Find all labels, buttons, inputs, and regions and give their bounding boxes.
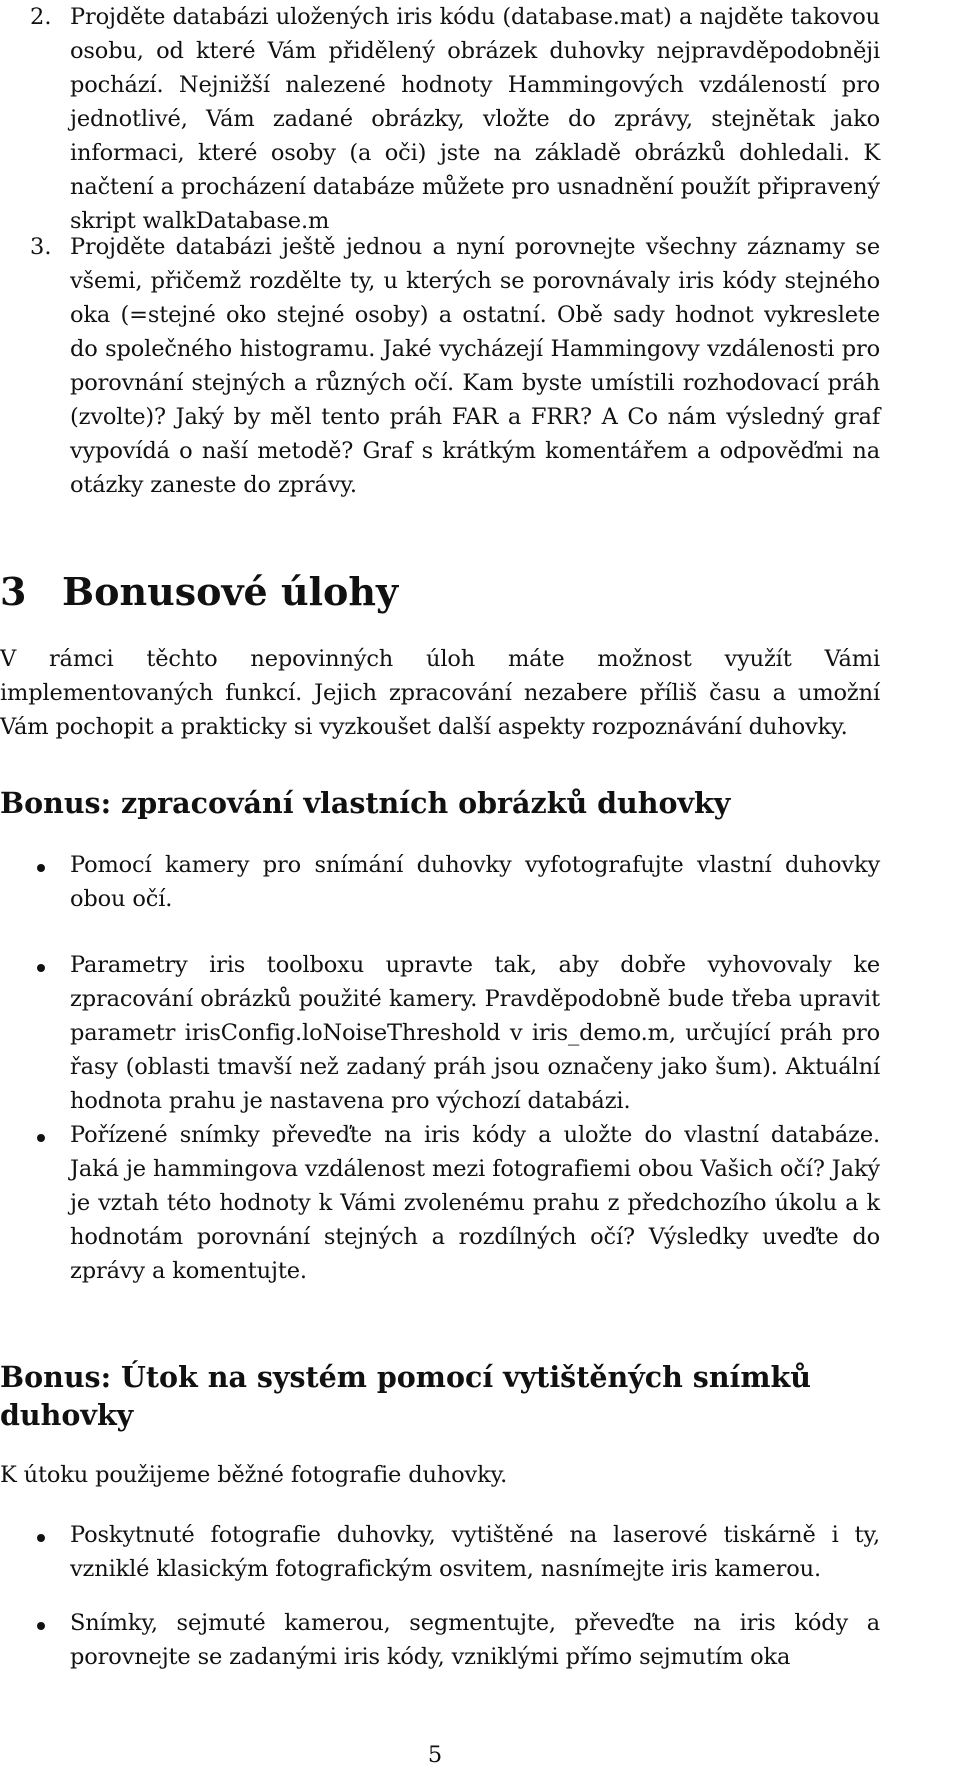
bullet-text: Snímky, sejmuté kamerou, segmentujte, převeďte na iris kódy a porovnejte se zadanými iris kódy, vzniklými přímo sejmutím oka <box>70 1610 880 1670</box>
list-item-number: 3. <box>30 234 52 260</box>
bullet-icon <box>37 864 45 872</box>
list-item-text: Projděte databázi uložených iris kódu (database.mat) a najděte takovou osobu, od které Vám přidělený obrázek duhovky nejpravděpodobněji pochází. Nejnižší nalezené hodnoty Hammingových vzdáleností pro jednotlivé, Vám zadané obrázky, vložte do zprávy, stejnětak jako informaci, které osoby (a oči) jste na základě obrázků dohledali. K načtení a procházení databáze můžete pro usnadnění použít připravený skript walkDatabase.m <box>70 4 880 234</box>
bullet-icon <box>37 964 45 972</box>
bullet-text: Pořízené snímky převeďte na iris kódy a uložte do vlastní databáze. Jaká je hammingova vzdálenost mezi fotografiemi obou Vašich očí? Jaký je vztah této hodnoty k Vámi zvolenému prahu z předchozího úkolu a k hodnotám porovnání stejných a rozdílných očí? Výsledky uveďte do zprávy a komentujte. <box>70 1122 880 1284</box>
list-item-number: 2. <box>30 4 52 30</box>
bullet-text: Parametry iris toolboxu upravte tak, aby dobře vyhovovaly ke zpracování obrázků použité kamery. Pravděpodobně bude třeba upravit parametr irisConfig.loNoiseThreshold v iris_demo.m, určující práh pro řasy (oblasti tmavší než zadaný práh jsou označeny jako šum). Aktuální hodnota prahu je nastavena pro výchozí databázi. <box>70 952 880 1114</box>
bullet-icon <box>37 1534 45 1542</box>
section-heading <box>0 570 398 614</box>
bullet-text: Poskytnuté fotografie duhovky, vytištěné na laserové tiskárně i ty, vzniklé klasickým fotografickým osvitem, nasnímejte iris kamerou. <box>70 1522 880 1582</box>
bonus-intro: K útoku použijeme běžné fotografie duhovky. <box>0 1462 508 1488</box>
bonus-heading: Bonus: zpracování vlastních obrázků duhovky <box>0 786 731 820</box>
section-intro: V rámci těchto nepovinných úloh máte možnost využít Vámi implementovaných funkcí. Jejich zpracování nezabere příliš času a umožní Vám pochopit a prakticky si vyzkoušet další aspekty rozpoznávání duhovky. <box>0 646 880 740</box>
bullet-icon <box>37 1622 45 1630</box>
bonus-heading: Bonus: Útok na systém pomocí vytištěných snímků duhovky <box>0 1360 812 1432</box>
section-number: 3 <box>0 569 27 614</box>
list-item-text: Projděte databázi ještě jednou a nyní porovnejte všechny záznamy se všemi, přičemž rozdělte ty, u kterých se porovnávaly iris kódy stejného oka (=stejné oko stejné osoby) a ostatní. Obě sady hodnot vykreslete do společného histogramu. Jaké vycházejí Hammingovy vzdálenosti pro porovnání stejných a různých očí. Kam byste umístili rozhodovací práh (zvolte)? Jaký by měl tento práh FAR a FRR? A Co nám výsledný graf vypovídá o naší metodě? Graf s krátkým komentářem a odpověďmi na otázky zaneste do zprávy. <box>70 234 880 498</box>
bullet-text: Pomocí kamery pro snímání duhovky vyfotografujte vlastní duhovky obou očí. <box>70 852 880 912</box>
section-title: Bonusové úlohy <box>62 569 399 614</box>
bullet-icon <box>37 1134 45 1142</box>
page-number: 5 <box>427 1742 443 1768</box>
